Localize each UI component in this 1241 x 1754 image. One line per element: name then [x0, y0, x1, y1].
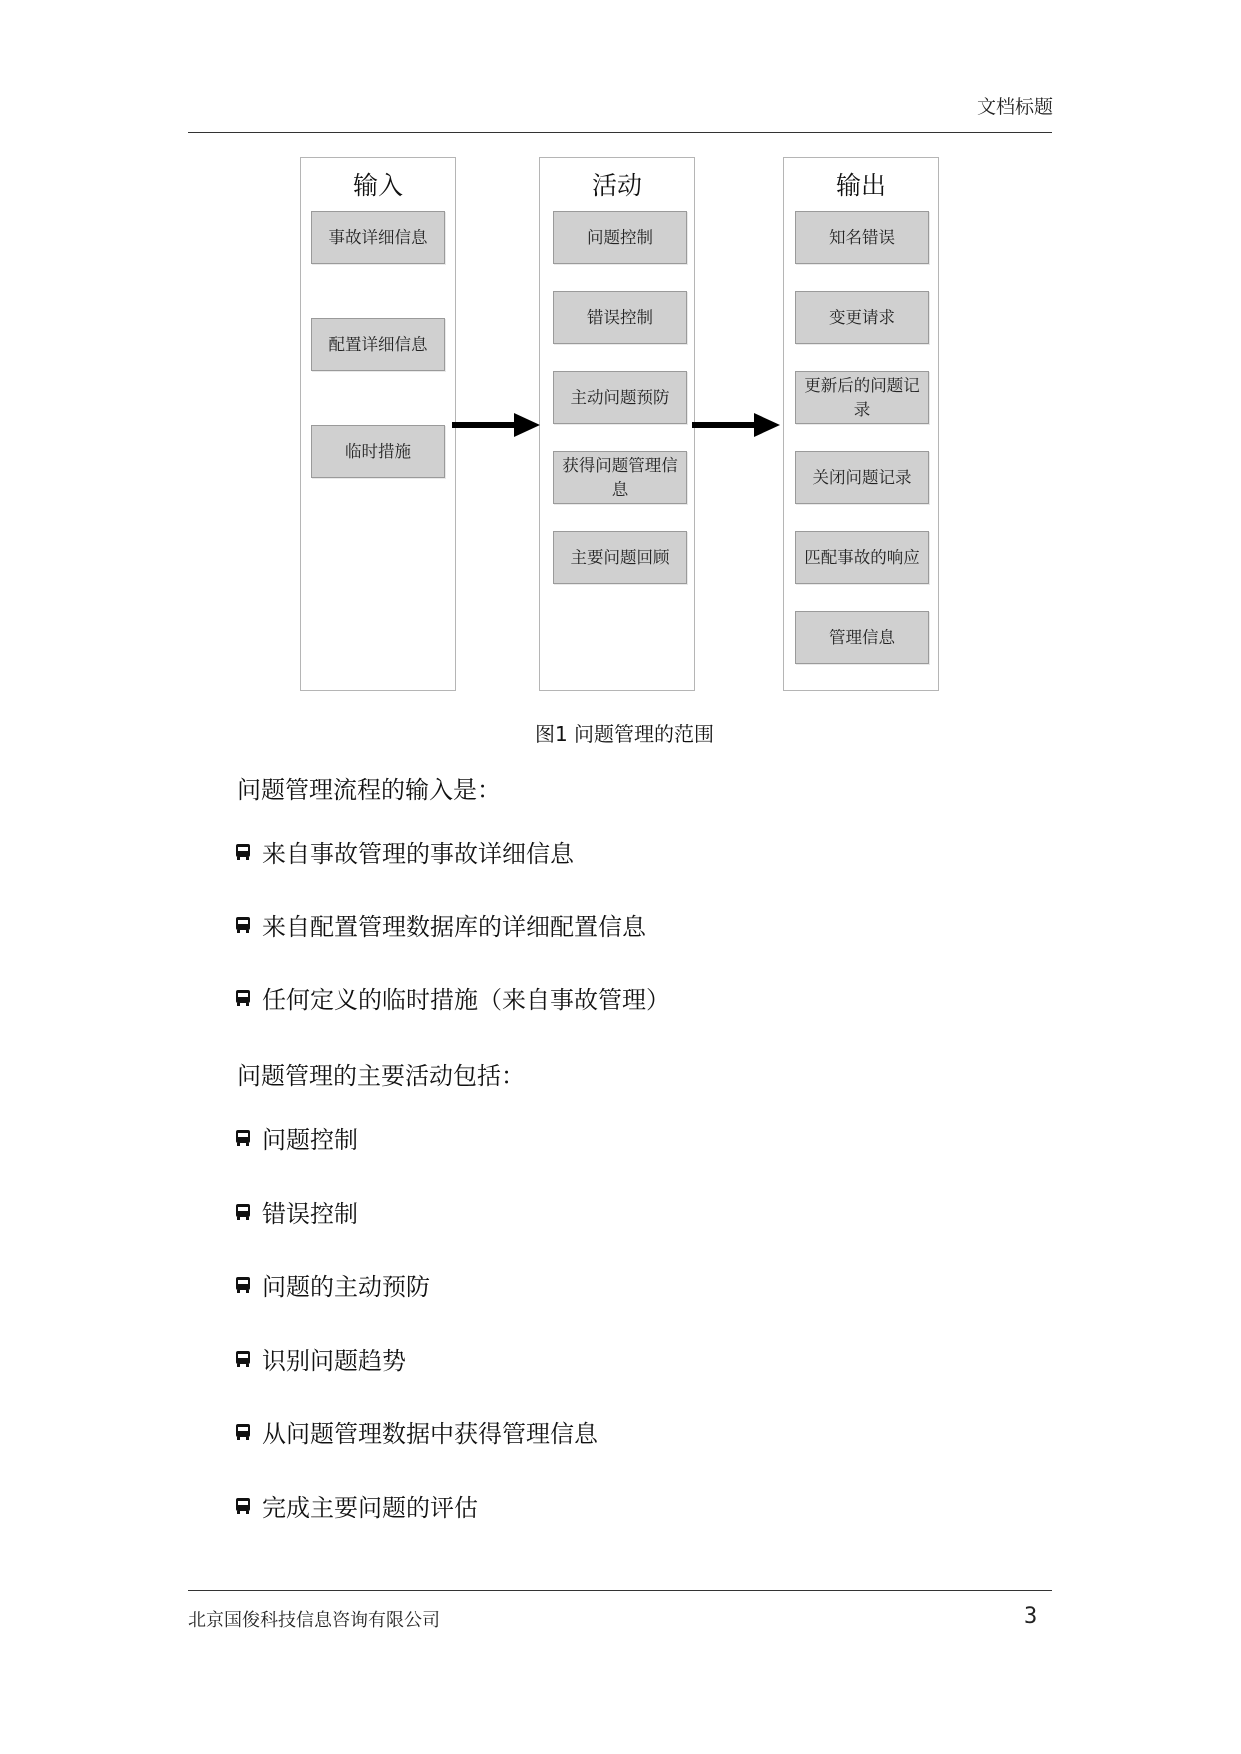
activities-intro: 问题管理的主要活动包括：	[237, 1062, 525, 1090]
list-item	[235, 1120, 358, 1155]
bus-bullet-icon	[235, 1423, 251, 1441]
activity-box: 主要问题回顾	[553, 531, 687, 584]
input-box: 事故详细信息	[311, 211, 445, 264]
list-item-text: 完成主要问题的评估	[262, 1494, 478, 1522]
output-column	[783, 157, 939, 691]
activity-box: 获得问题管理信息	[553, 451, 687, 504]
activity-box: 错误控制	[553, 291, 687, 344]
list-item-text: 问题的主动预防	[262, 1273, 430, 1301]
list-item	[235, 1194, 358, 1229]
input-column-title: 输入	[352, 171, 403, 200]
activity-box: 问题控制	[553, 211, 687, 264]
activity-column	[539, 157, 695, 691]
bus-bullet-icon	[235, 1203, 251, 1221]
list-item	[235, 1267, 430, 1302]
input-box: 临时措施	[311, 425, 445, 478]
bus-bullet-icon	[235, 1129, 251, 1147]
figure-caption: 图1 问题管理的范围	[534, 722, 715, 746]
list-item	[235, 1341, 406, 1376]
output-column-title: 输出	[835, 171, 886, 200]
list-item-text: 来自配置管理数据库的详细配置信息	[262, 913, 646, 941]
arrow-right-icon	[690, 410, 784, 440]
bus-bullet-icon	[235, 843, 251, 861]
input-box: 配置详细信息	[311, 318, 445, 371]
list-item	[235, 834, 574, 869]
list-item-text: 问题控制	[262, 1126, 358, 1154]
list-item	[235, 907, 646, 942]
bus-bullet-icon	[235, 1350, 251, 1368]
list-item	[235, 1414, 598, 1449]
list-item-text: 来自事故管理的事故详细信息	[262, 840, 574, 868]
activity-box: 主动问题预防	[553, 371, 687, 424]
arrow-right-icon	[450, 410, 544, 440]
list-item-text: 任何定义的临时措施（来自事故管理）	[262, 986, 670, 1014]
output-box: 更新后的问题记录	[795, 371, 929, 424]
list-item	[235, 980, 670, 1015]
output-box: 匹配事故的响应	[795, 531, 929, 584]
bus-bullet-icon	[235, 1497, 251, 1515]
footer-company: 北京国俊科技信息咨询有限公司	[188, 1610, 440, 1631]
page-number: 3	[1024, 1604, 1038, 1629]
bus-bullet-icon	[235, 1276, 251, 1294]
footer-rule	[188, 1590, 1052, 1591]
output-box: 管理信息	[795, 611, 929, 664]
output-box: 知名错误	[795, 211, 929, 264]
output-box: 关闭问题记录	[795, 451, 929, 504]
list-item-text: 错误控制	[262, 1200, 358, 1228]
bus-bullet-icon	[235, 916, 251, 934]
inputs-intro: 问题管理流程的输入是：	[237, 776, 501, 804]
activity-column-title: 活动	[591, 171, 642, 200]
bus-bullet-icon	[235, 989, 251, 1007]
header-rule	[188, 132, 1052, 133]
input-column	[300, 157, 456, 691]
list-item-text: 识别问题趋势	[262, 1347, 406, 1375]
output-box: 变更请求	[795, 291, 929, 344]
list-item-text: 从问题管理数据中获得管理信息	[262, 1420, 598, 1448]
list-item	[235, 1488, 478, 1523]
header-title: 文档标题	[976, 96, 1053, 118]
